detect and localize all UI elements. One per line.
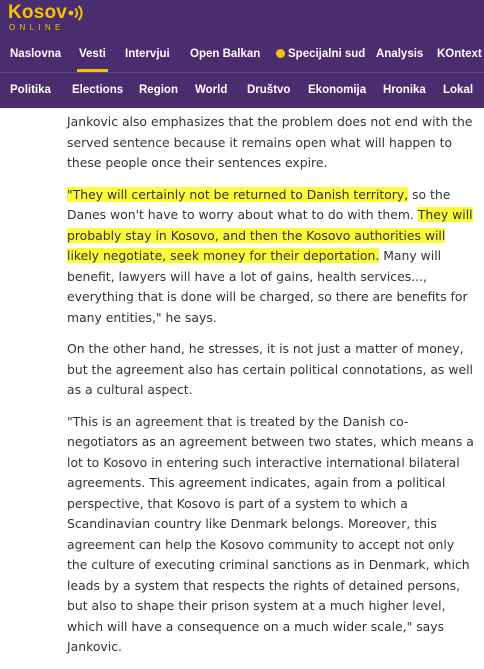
logo-subtitle: ONLINE: [9, 23, 65, 32]
nav-label: World: [195, 84, 228, 96]
subnav-item-region[interactable]: [139, 73, 178, 108]
nav-label: Region: [139, 84, 178, 96]
subnav-item-politika[interactable]: [10, 73, 51, 108]
subnav-item-hronika[interactable]: [383, 73, 426, 108]
highlighted-quote: "They will certainly not be returned to Danish territory,: [67, 186, 409, 202]
nav-label: KOntext: [437, 48, 482, 60]
logo-text: Kosov: [8, 2, 68, 23]
subnav-item-world[interactable]: [195, 73, 227, 108]
nav-label: Društvo: [247, 84, 291, 96]
nav-label: Open Balkan: [190, 48, 261, 60]
nav-item-specijalni-sud[interactable]: [276, 36, 365, 72]
nav-label: Analysis: [376, 48, 424, 60]
article-body: [67, 112, 477, 669]
secondary-nav: [0, 72, 484, 108]
nav-label: Intervjui: [125, 48, 170, 60]
article-paragraph-highlighted: [67, 185, 477, 329]
subnav-item-dru-tvo[interactable]: [247, 73, 290, 108]
quote-text: Many will benefit, lawyers will have a lot of gains, health services..., everything that is done will be charged, so there are benefits for many entities," he says.: [67, 248, 468, 325]
nav-label: Lokal: [443, 84, 474, 96]
primary-nav: [0, 36, 484, 72]
nav-item-analysis[interactable]: [376, 36, 423, 72]
quote-text: so the Danes won't have to worry about what to do with them.: [67, 186, 451, 222]
site-logo[interactable]: [8, 3, 84, 33]
nav-label: Politika: [10, 84, 51, 96]
nav-label: Vesti: [79, 48, 106, 60]
subnav-item-lokal[interactable]: [443, 73, 473, 108]
site-header: [0, 0, 484, 108]
highlighted-quote: They will probably stay in Kosovo, and then the Kosovo authorities will likely negotiate, seek money for their deportation.: [67, 207, 473, 263]
nav-label: Ekonomija: [308, 84, 367, 96]
broadcast-waves-icon: [68, 5, 84, 21]
nav-label: Specijalni sud: [288, 48, 366, 60]
subnav-item-ekonomija[interactable]: [308, 73, 366, 108]
nav-item-kontext[interactable]: [437, 36, 482, 72]
nav-item-open-balkan[interactable]: [190, 36, 260, 72]
nav-label: Naslovna: [10, 48, 62, 60]
nav-item-vesti[interactable]: [79, 36, 106, 72]
check-badge-icon: [276, 49, 285, 58]
nav-item-intervjui[interactable]: [125, 36, 170, 72]
article-paragraph: "This is an agreement that is treated by the Danish co-negotiators as an agreement between two states, which means a lot to Kosovo in entering such interactive international bilateral agreements. This agreement indicates, again from a political perspective, that Kosovo is part of a system to which a Scandinavian country like Denmark belongs. Moreover, this agreement can help the Kosovo community to accept not only the culture of executing criminal sanctions as in Denmark, which leads by a system that respects the rights of detained persons, but also to shape their prison system at a much higher level, which will have a consequence on a much wider scale," says Jankovic.: [67, 413, 474, 654]
nav-label: Hronika: [383, 84, 426, 96]
nav-item-naslovna[interactable]: [10, 36, 61, 72]
nav-label: Elections: [72, 84, 124, 96]
article-paragraph: On the other hand, he stresses, it is not just a matter of money, but the agreement also has certain political connotations, as well as a cultural aspect.: [67, 341, 473, 397]
subnav-item-elections[interactable]: [72, 73, 123, 108]
article-paragraph: Jankovic also emphasizes that the problem does not end with the served sentence because it remains open what will happen to these people once their sentences expire.: [67, 114, 473, 170]
